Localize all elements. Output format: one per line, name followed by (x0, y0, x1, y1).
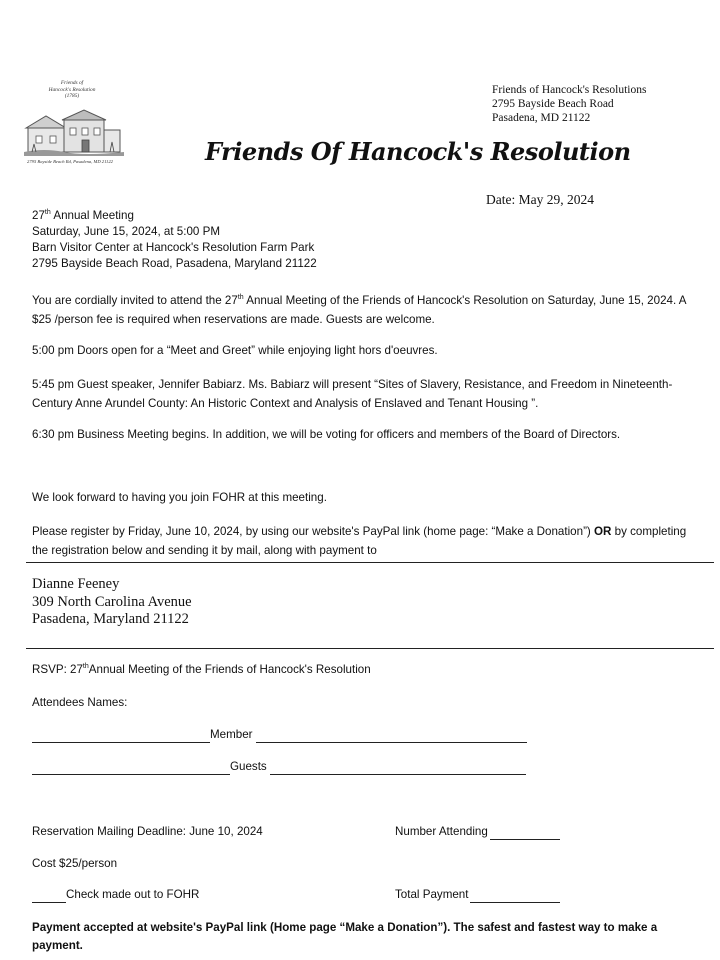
rsvp-heading: RSVP: 27thAnnual Meeting of the Friends of Hancock's Resolution (32, 663, 371, 676)
meeting-title: 27th Annual Meeting (32, 209, 134, 222)
total-payment-row (395, 887, 560, 903)
look-forward-text: We look forward to having you join FOHR at this meeting. (32, 491, 327, 504)
deadline-text: Reservation Mailing Deadline: June 10, 2024 (32, 825, 263, 838)
check-row (32, 887, 199, 903)
guest-extra-blank[interactable] (270, 762, 526, 775)
register-paragraph: Please register by Friday, June 10, 2024, by using our website's PayPal link (home page: “Make a Donation”) OR by completing the registration below and sending it by mail, along with payment to (32, 525, 687, 557)
member-extra-blank[interactable] (256, 730, 527, 743)
banner-title: Friends Of Hancock's Resolution (205, 137, 631, 166)
logo-caption-line: Friends of (60, 80, 84, 86)
farmhouse-sketch-icon (24, 108, 124, 158)
member-name-blank[interactable] (32, 730, 210, 743)
schedule-item: 5:45 pm Guest speaker, Jennifer Babiarz. Ms. Babiarz will present “Sites of Slavery, Resistance, and Freedom in Nineteenth-Century Anne Arundel County: An Historic Context and Analysis of Enslaved and Tenant Housing ”. (32, 378, 673, 410)
meeting-header (32, 208, 432, 272)
org-address-line: Friends of Hancock's Resolutions (492, 84, 647, 96)
meeting-address: 2795 Bayside Beach Road, Pasadena, Maryland 21122 (32, 257, 317, 270)
number-attending-row (395, 824, 560, 840)
number-attending-blank[interactable] (490, 827, 560, 840)
meeting-venue: Barn Visitor Center at Hancock's Resolution Farm Park (32, 241, 315, 254)
guests-label: Guests (230, 760, 267, 773)
payment-note: Payment accepted at website's PayPal link (Home page “Make a Donation”). The safest and fastest way to make a payment. (32, 921, 658, 952)
logo-caption-line: Hancock's Resolution (48, 86, 96, 93)
org-address-line: 2795 Bayside Beach Road (492, 98, 614, 110)
schedule-item: 6:30 pm Business Meeting begins. In addition, we will be voting for officers and members of the Board of Directors. (32, 428, 621, 441)
check-label: Check made out to FOHR (66, 888, 200, 901)
number-attending-label: Number Attending (395, 825, 488, 838)
divider (26, 648, 714, 649)
total-payment-blank[interactable] (470, 890, 560, 903)
date-line: Date: May 29, 2024 (486, 192, 594, 207)
guests-row (32, 759, 526, 775)
mail-to-name: Dianne Feeney (32, 576, 120, 592)
attendees-label: Attendees Names: (32, 696, 128, 709)
meeting-datetime: Saturday, June 15, 2024, at 5:00 PM (32, 225, 220, 238)
mail-to-address (32, 576, 192, 629)
mail-to-street: 309 North Carolina Avenue (32, 593, 192, 610)
guest-name-blank[interactable] (32, 762, 230, 775)
member-label: Member (210, 728, 253, 741)
check-blank[interactable] (32, 890, 66, 903)
org-address (492, 83, 646, 125)
logo-caption-line: (1785) (64, 93, 80, 99)
total-payment-label: Total Payment (395, 888, 469, 901)
member-row (32, 727, 527, 743)
mail-to-city: Pasadena, Maryland 21122 (32, 611, 189, 627)
logo-address: 2795 Bayside Beach Rd, Pasadena, MD 21122 (27, 159, 113, 164)
divider (26, 562, 714, 563)
org-address-line: Pasadena, MD 21122 (492, 112, 591, 124)
logo (8, 80, 132, 170)
schedule-item: 5:00 pm Doors open for a “Meet and Greet” while enjoying light hors d'oeuvres. (32, 344, 438, 357)
invite-paragraph: You are cordially invited to attend the 27th Annual Meeting of the Friends of Hancock's Resolution on Saturday, June 15, 2024. A $25 /person fee is required when reservations are made. Guests are welcome. (32, 294, 686, 326)
cost-text: Cost $25/person (32, 857, 118, 870)
